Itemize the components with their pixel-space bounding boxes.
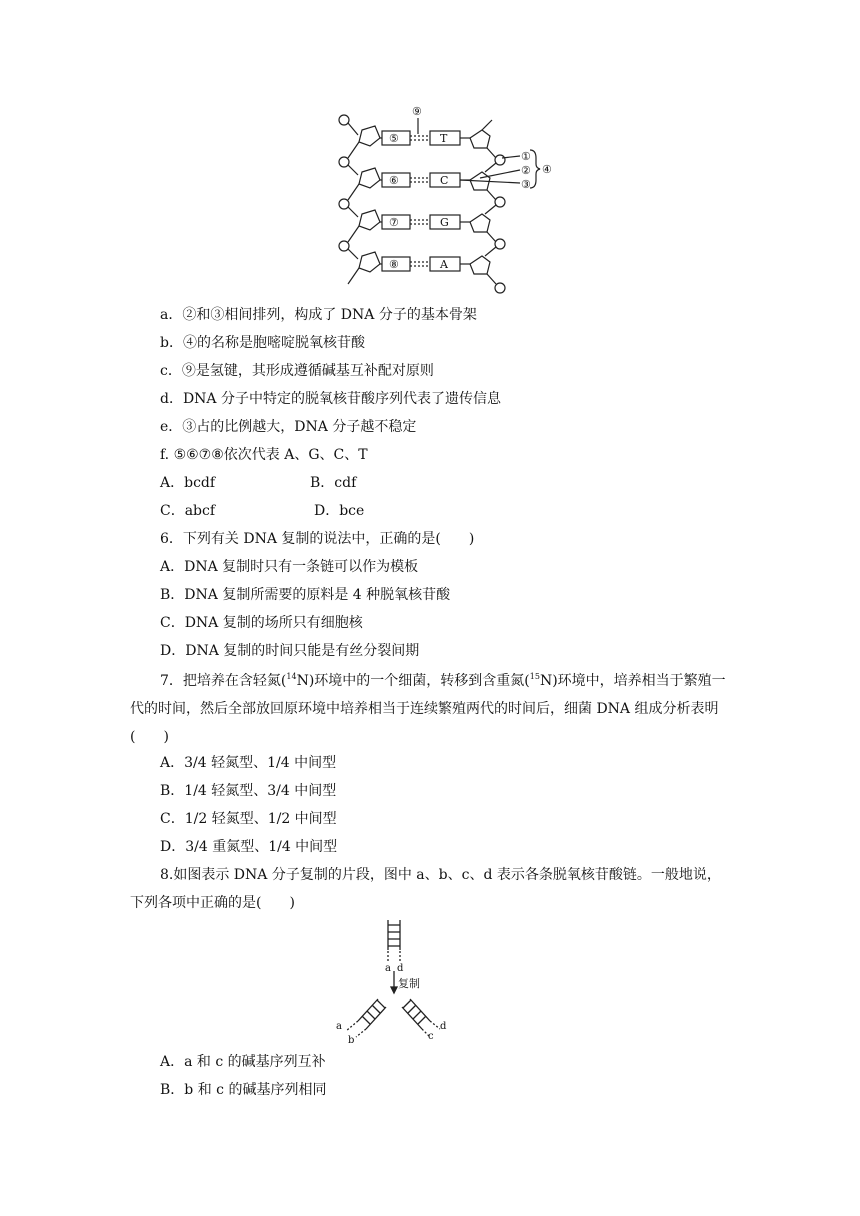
question-7-stem: 7．把培养在含轻氮($^{14}$N)环境中的一个细菌，转移到含重氮($^{15}$N)环境中，培养相当于繁殖一代的时间，然后全部放回原环境中培养相当于连续繁殖两代的时间后，细菌 DNA 组成分析表明( ) xyxy=(130,672,726,745)
callout-3: ③ xyxy=(521,178,531,191)
base-label-8: ⑧ xyxy=(389,258,399,271)
option-c: c．⑨是氢键，其形成遵循碱基互补配对原则 xyxy=(160,363,434,379)
callout-1: ① xyxy=(521,150,531,163)
callout-9: ⑨ xyxy=(412,105,422,118)
option-a: a．②和③相间排列，构成了 DNA 分子的基本骨架 xyxy=(160,307,477,323)
dna-structure-figure xyxy=(330,100,560,300)
choice-C: C．abcf xyxy=(160,503,216,519)
q8-choice-B: B．b 和 c 的碱基序列相同 xyxy=(160,1082,327,1098)
callout-2: ② xyxy=(521,164,531,177)
q7-choice-B: B．1/4 轻氮型、3/4 中间型 xyxy=(160,783,337,799)
q6-choice-B: B．DNA 复制所需要的原料是 4 种脱氧核苷酸 xyxy=(160,587,451,603)
choice-D: D．bce xyxy=(314,503,365,519)
option-f: f. ⑤⑥⑦⑧依次代表 A、G、C、T xyxy=(160,447,368,463)
base-label-5: ⑤ xyxy=(389,132,399,145)
base-T: T xyxy=(440,132,448,145)
base-A: A xyxy=(440,258,448,271)
base-label-7: ⑦ xyxy=(389,216,399,229)
label-d-right: d xyxy=(440,1021,447,1032)
q8-choice-A: A．a 和 c 的碱基序列互补 xyxy=(160,1054,326,1070)
callout-4: ④ xyxy=(542,163,552,176)
option-d: d．DNA 分子中特定的脱氧核苷酸序列代表了遗传信息 xyxy=(160,391,501,407)
q7-choice-D: D．3/4 重氮型、1/4 中间型 xyxy=(160,839,338,855)
q6-choice-D: D．DNA 复制的时间只能是有丝分裂间期 xyxy=(160,643,420,659)
q7-choice-C: C．1/2 轻氮型、1/2 中间型 xyxy=(160,811,337,827)
choice-A: A．bcdf xyxy=(160,475,216,491)
label-a-left: a xyxy=(336,1021,342,1032)
q6-choice-A: A．DNA 复制时只有一条链可以作为模板 xyxy=(160,559,419,575)
option-e: e．③占的比例越大，DNA 分子越不稳定 xyxy=(160,419,417,435)
label-a-top: a xyxy=(385,963,391,974)
label-b-left: b xyxy=(348,1035,355,1045)
question-8-stem: 8.如图表示 DNA 分子复制的片段，图中 a、b、c、d 表示各条脱氧核苷酸链。一般地说，下列各项中正确的是( ) xyxy=(130,867,721,911)
base-label-6: ⑥ xyxy=(389,174,399,187)
label-replication: 复制 xyxy=(398,977,420,990)
choice-B: B．cdf xyxy=(310,475,357,491)
option-b: b．④的名称是胞嘧啶脱氧核苷酸 xyxy=(160,335,365,351)
question-6-stem: 6．下列有关 DNA 复制的说法中，正确的是( ) xyxy=(160,531,475,547)
base-C: C xyxy=(440,174,449,187)
label-d-top: d xyxy=(397,963,404,974)
dna-replication-figure xyxy=(330,915,460,1045)
base-G: G xyxy=(440,216,449,229)
q6-choice-C: C．DNA 复制的场所只有细胞核 xyxy=(160,615,363,631)
q7-choice-A: A．3/4 轻氮型、1/4 中间型 xyxy=(160,755,337,771)
label-c-right: c xyxy=(428,1031,434,1042)
